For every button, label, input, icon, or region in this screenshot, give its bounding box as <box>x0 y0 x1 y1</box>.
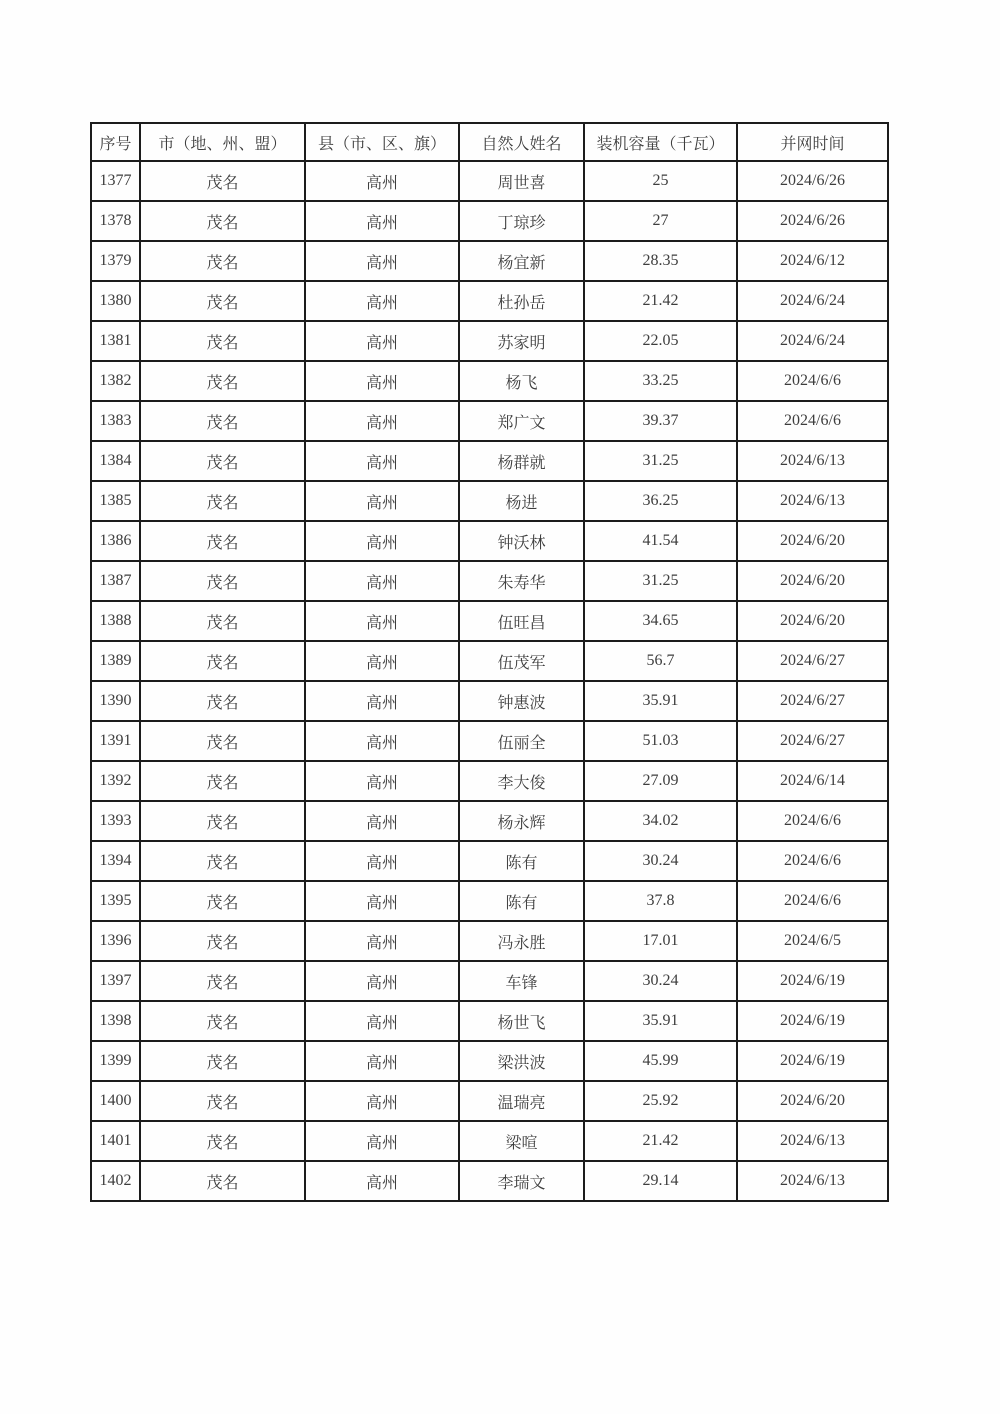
table-cell: 杨群就 <box>459 441 584 481</box>
table-cell: 陈有 <box>459 881 584 921</box>
table-cell: 茂名 <box>140 601 305 641</box>
table-cell: 2024/6/6 <box>737 881 888 921</box>
table-cell: 39.37 <box>584 401 737 441</box>
table-cell: 1381 <box>91 321 140 361</box>
table-cell: 35.91 <box>584 681 737 721</box>
table-cell: 2024/6/20 <box>737 521 888 561</box>
table-row <box>91 681 888 721</box>
table-cell: 杨飞 <box>459 361 584 401</box>
table-cell: 2024/6/13 <box>737 481 888 521</box>
table-cell: 杨宜新 <box>459 241 584 281</box>
table-cell: 茂名 <box>140 721 305 761</box>
table-cell: 2024/6/5 <box>737 921 888 961</box>
table-cell: 1398 <box>91 1001 140 1041</box>
table-cell: 1384 <box>91 441 140 481</box>
table-cell: 2024/6/12 <box>737 241 888 281</box>
table-cell: 茂名 <box>140 201 305 241</box>
table-cell: 高州 <box>305 361 459 401</box>
table-cell: 杨进 <box>459 481 584 521</box>
table-row <box>91 401 888 441</box>
table-row <box>91 601 888 641</box>
table-row <box>91 1161 888 1201</box>
table-cell: 56.7 <box>584 641 737 681</box>
table-cell: 茂名 <box>140 881 305 921</box>
table-row <box>91 1121 888 1161</box>
table-cell: 高州 <box>305 1121 459 1161</box>
table-cell: 高州 <box>305 841 459 881</box>
table-cell: 李瑞文 <box>459 1161 584 1201</box>
table-cell: 30.24 <box>584 961 737 1001</box>
table-cell: 2024/6/6 <box>737 401 888 441</box>
table-cell: 茂名 <box>140 1041 305 1081</box>
table-cell: 1400 <box>91 1081 140 1121</box>
table-cell: 2024/6/24 <box>737 321 888 361</box>
table-cell: 伍茂军 <box>459 641 584 681</box>
table-cell: 41.54 <box>584 521 737 561</box>
table-cell: 高州 <box>305 681 459 721</box>
table-row <box>91 561 888 601</box>
table-cell: 2024/6/14 <box>737 761 888 801</box>
table-cell: 钟惠波 <box>459 681 584 721</box>
table-cell: 1393 <box>91 801 140 841</box>
table-cell: 茂名 <box>140 241 305 281</box>
table-cell: 茂名 <box>140 681 305 721</box>
table-cell: 高州 <box>305 961 459 1001</box>
table-cell: 22.05 <box>584 321 737 361</box>
table-row <box>91 841 888 881</box>
table-cell: 高州 <box>305 201 459 241</box>
table-cell: 伍旺昌 <box>459 601 584 641</box>
table-cell: 51.03 <box>584 721 737 761</box>
table-cell: 33.25 <box>584 361 737 401</box>
table-cell: 丁琼珍 <box>459 201 584 241</box>
table-row <box>91 641 888 681</box>
table-cell: 1402 <box>91 1161 140 1201</box>
table-cell: 21.42 <box>584 281 737 321</box>
table-row <box>91 921 888 961</box>
table-row <box>91 161 888 201</box>
table-cell: 2024/6/27 <box>737 721 888 761</box>
table-cell: 1391 <box>91 721 140 761</box>
table-cell: 1386 <box>91 521 140 561</box>
table-cell: 茂名 <box>140 1161 305 1201</box>
table-cell: 钟沃林 <box>459 521 584 561</box>
table-cell: 茂名 <box>140 561 305 601</box>
table-cell: 2024/6/20 <box>737 561 888 601</box>
table-cell: 1379 <box>91 241 140 281</box>
table-row <box>91 761 888 801</box>
table-row <box>91 361 888 401</box>
table-cell: 31.25 <box>584 561 737 601</box>
table-cell: 1394 <box>91 841 140 881</box>
table-row <box>91 1041 888 1081</box>
table-row <box>91 481 888 521</box>
table-cell: 郑广文 <box>459 401 584 441</box>
grid-connection-table <box>90 122 889 1202</box>
table-cell: 茂名 <box>140 441 305 481</box>
table-cell: 高州 <box>305 641 459 681</box>
table-cell: 28.35 <box>584 241 737 281</box>
table-cell: 2024/6/6 <box>737 361 888 401</box>
table-cell: 高州 <box>305 161 459 201</box>
table-row <box>91 281 888 321</box>
table-cell: 高州 <box>305 401 459 441</box>
table-cell: 茂名 <box>140 321 305 361</box>
table-row <box>91 721 888 761</box>
table-row <box>91 521 888 561</box>
table-cell: 高州 <box>305 761 459 801</box>
table-cell: 2024/6/19 <box>737 1001 888 1041</box>
table-cell: 1397 <box>91 961 140 1001</box>
header-cell-county: 县（市、区、旗） <box>305 123 459 161</box>
table-cell: 李大俊 <box>459 761 584 801</box>
table-cell: 2024/6/19 <box>737 961 888 1001</box>
table-cell: 27 <box>584 201 737 241</box>
header-cell-city: 市（地、州、盟） <box>140 123 305 161</box>
table-cell: 高州 <box>305 1001 459 1041</box>
header-cell-date: 并网时间 <box>737 123 888 161</box>
table-cell: 茂名 <box>140 521 305 561</box>
table-cell: 杨永辉 <box>459 801 584 841</box>
table-cell: 31.25 <box>584 441 737 481</box>
table-cell: 高州 <box>305 481 459 521</box>
table-cell: 1377 <box>91 161 140 201</box>
table-row <box>91 241 888 281</box>
table-cell: 茂名 <box>140 761 305 801</box>
header-cell-capacity: 装机容量（千瓦） <box>584 123 737 161</box>
table-cell: 车锋 <box>459 961 584 1001</box>
table-cell: 茂名 <box>140 1081 305 1121</box>
table-cell: 37.8 <box>584 881 737 921</box>
table-cell: 1380 <box>91 281 140 321</box>
table-cell: 34.65 <box>584 601 737 641</box>
table-cell: 温瑞亮 <box>459 1081 584 1121</box>
table-cell: 茂名 <box>140 961 305 1001</box>
table-cell: 25 <box>584 161 737 201</box>
table-cell: 1383 <box>91 401 140 441</box>
table-row <box>91 881 888 921</box>
table-cell: 高州 <box>305 321 459 361</box>
table-cell: 30.24 <box>584 841 737 881</box>
table-cell: 34.02 <box>584 801 737 841</box>
table-cell: 陈有 <box>459 841 584 881</box>
table-cell: 1395 <box>91 881 140 921</box>
table-cell: 25.92 <box>584 1081 737 1121</box>
table-cell: 2024/6/13 <box>737 1161 888 1201</box>
table-row <box>91 1001 888 1041</box>
table-cell: 高州 <box>305 441 459 481</box>
table-cell: 高州 <box>305 241 459 281</box>
table-cell: 1392 <box>91 761 140 801</box>
table-cell: 1389 <box>91 641 140 681</box>
table-cell: 梁洪波 <box>459 1041 584 1081</box>
header-row <box>91 123 888 161</box>
table-row <box>91 321 888 361</box>
table-cell: 1378 <box>91 201 140 241</box>
table-cell: 1387 <box>91 561 140 601</box>
table-cell: 1399 <box>91 1041 140 1081</box>
table-cell: 茂名 <box>140 801 305 841</box>
table-cell: 1388 <box>91 601 140 641</box>
table-cell: 高州 <box>305 521 459 561</box>
table-cell: 1382 <box>91 361 140 401</box>
table-cell: 17.01 <box>584 921 737 961</box>
table-cell: 35.91 <box>584 1001 737 1041</box>
table-cell: 伍丽全 <box>459 721 584 761</box>
table-row <box>91 801 888 841</box>
table-cell: 茂名 <box>140 921 305 961</box>
table-cell: 茂名 <box>140 281 305 321</box>
table-row <box>91 961 888 1001</box>
table-cell: 2024/6/27 <box>737 641 888 681</box>
table-cell: 高州 <box>305 281 459 321</box>
table-cell: 茂名 <box>140 481 305 521</box>
table-cell: 1385 <box>91 481 140 521</box>
table-cell: 冯永胜 <box>459 921 584 961</box>
table-cell: 45.99 <box>584 1041 737 1081</box>
table-cell: 2024/6/6 <box>737 841 888 881</box>
table-cell: 29.14 <box>584 1161 737 1201</box>
table-row <box>91 1081 888 1121</box>
table-cell: 1401 <box>91 1121 140 1161</box>
table-cell: 1390 <box>91 681 140 721</box>
table-cell: 高州 <box>305 601 459 641</box>
table-cell: 2024/6/20 <box>737 601 888 641</box>
table-cell: 2024/6/6 <box>737 801 888 841</box>
table-cell: 茂名 <box>140 401 305 441</box>
table-cell: 2024/6/19 <box>737 1041 888 1081</box>
table-cell: 茂名 <box>140 841 305 881</box>
table-cell: 高州 <box>305 1161 459 1201</box>
table-cell: 21.42 <box>584 1121 737 1161</box>
table-cell: 茂名 <box>140 641 305 681</box>
table-cell: 高州 <box>305 801 459 841</box>
table-cell: 杨世飞 <box>459 1001 584 1041</box>
table-cell: 茂名 <box>140 361 305 401</box>
table-cell: 2024/6/13 <box>737 1121 888 1161</box>
table-cell: 茂名 <box>140 161 305 201</box>
table-cell: 2024/6/26 <box>737 161 888 201</box>
table-cell: 2024/6/27 <box>737 681 888 721</box>
table-cell: 高州 <box>305 1041 459 1081</box>
table-cell: 高州 <box>305 721 459 761</box>
table-cell: 杜孙岳 <box>459 281 584 321</box>
table-cell: 高州 <box>305 1081 459 1121</box>
table-cell: 高州 <box>305 921 459 961</box>
table-cell: 高州 <box>305 561 459 601</box>
table-cell: 高州 <box>305 881 459 921</box>
table-body <box>91 161 888 1201</box>
table-cell: 茂名 <box>140 1121 305 1161</box>
table-cell: 周世喜 <box>459 161 584 201</box>
table-row <box>91 201 888 241</box>
table-cell: 2024/6/20 <box>737 1081 888 1121</box>
header-cell-name: 自然人姓名 <box>459 123 584 161</box>
table-cell: 2024/6/13 <box>737 441 888 481</box>
table-cell: 梁喧 <box>459 1121 584 1161</box>
header-cell-seq: 序号 <box>91 123 140 161</box>
table-cell: 1396 <box>91 921 140 961</box>
table-cell: 苏家明 <box>459 321 584 361</box>
table-cell: 27.09 <box>584 761 737 801</box>
table-cell: 2024/6/26 <box>737 201 888 241</box>
table-cell: 36.25 <box>584 481 737 521</box>
table-cell: 2024/6/24 <box>737 281 888 321</box>
table-row <box>91 441 888 481</box>
table-cell: 茂名 <box>140 1001 305 1041</box>
table-cell: 朱寿华 <box>459 561 584 601</box>
